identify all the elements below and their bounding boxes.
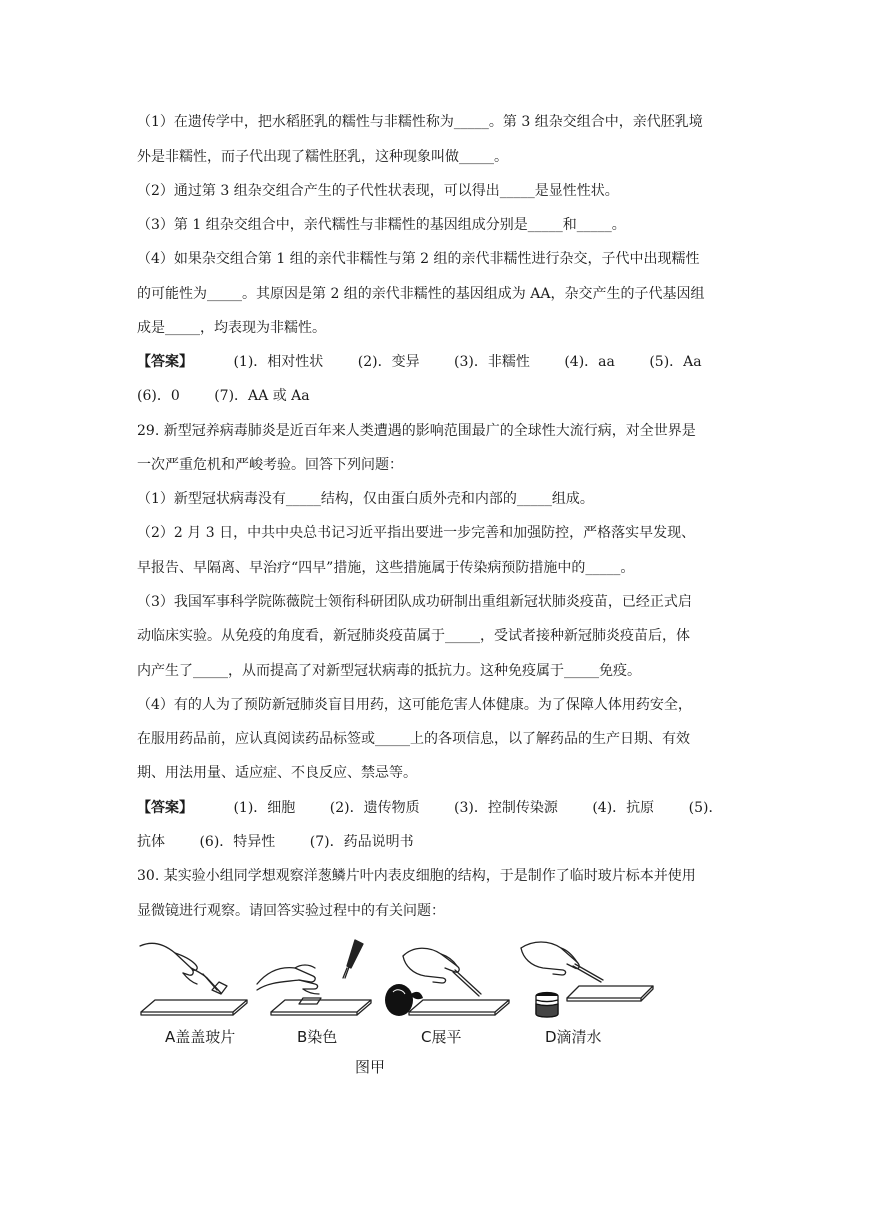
q29-part3-line3: 内产生了_____，从而提高了对新型冠状病毒的抵抗力。这种免疫属于_____免疫。 <box>137 663 641 679</box>
cover-slip-illustration <box>137 938 257 1020</box>
q28-part4-line1: （4）如果杂交组合第 1 组的亲代非糯性与第 2 组的亲代非糯性进行杂交，子代中出现糯性 <box>137 251 700 267</box>
answer-item: 抗体 <box>137 834 165 850</box>
q29-stem-line1: 29. 新型冠养病毒肺炎是近百年来人类遭遇的影响范围最广的全球性大流行病，对全世界是 <box>137 423 696 439</box>
q29-part2-line1: （2）2 月 3 日，中共中央总书记习近平指出要进一步完善和加强防控，严格落实早发现、 <box>137 525 696 541</box>
figure-slide-preparation <box>137 938 657 1078</box>
answer-item: (7)．药品说明书 <box>309 834 414 850</box>
q29-part2-line2: 早报告、早隔离、早治疗“四早”措施，这些措施属于传染病预防措施中的_____。 <box>137 560 635 576</box>
answer-item: (3)．非糯性 <box>454 354 530 370</box>
q30-stem-line2: 显微镜进行观察。请回答实验过程中的有关问题： <box>137 903 445 919</box>
q29-answer-row2 <box>137 832 749 852</box>
q29-part4-line1: （4）有的人为了预防新冠肺炎盲目用药，这可能危害人体健康。为了保障人体用药安全， <box>137 697 692 713</box>
q28-part4-line2: 的可能性为_____。其原因是第 2 组的亲代非糯性的基因组成为 AA，杂交产生的子代基因组 <box>137 286 705 302</box>
answer-item: (1)．相对性状 <box>233 354 324 370</box>
answer-label: 【答案】 <box>137 800 193 816</box>
q29-stem-line2: 一次严重危机和严峻考验。回答下列问题： <box>137 457 403 473</box>
answer-item: (4)．抗原 <box>592 800 655 816</box>
q30-stem-line1: 30. 某实验小组同学想观察洋葱鳞片叶内表皮细胞的结构，于是制作了临时玻片标本并使用 <box>137 868 696 884</box>
q29-part1: （1）新型冠状病毒没有_____结构，仅由蛋白质外壳和内部的_____组成。 <box>137 491 594 507</box>
q29-part3-line2: 动临床实验。从免疫的角度看，新冠肺炎疫苗属于_____，受试者接种新冠肺炎疫苗后，体 <box>137 628 690 644</box>
answer-item: (4)．aa <box>564 354 615 370</box>
answer-item: (5)．Aa <box>649 354 702 370</box>
q28-answer-row1 <box>137 352 749 372</box>
answer-item: (3)．控制传染源 <box>454 800 558 816</box>
q29-part3-line1: （3）我国军事科学院陈薇院士领衔科研团队成功研制出重组新冠状肺炎疫苗，已经正式启 <box>137 594 692 610</box>
q28-part2: （2）通过第 3 组杂交组合产生的子代性状表现，可以得出_____是显性性状。 <box>137 183 619 199</box>
figure-label-a: A盖盖玻片 <box>165 1028 236 1046</box>
spreading-illustration <box>383 938 513 1020</box>
q29-part4-line3: 期、用法用量、适应症、不良反应、禁忌等。 <box>137 765 417 781</box>
q29-part4-line2: 在服用药品前，应认真阅读药品标签或_____上的各项信息，以了解药品的生产日期、有效 <box>137 731 690 747</box>
q29-answer-row1 <box>137 798 749 818</box>
answer-label: 【答案】 <box>137 354 193 370</box>
answer-item: (6)．0 <box>137 388 180 404</box>
answer-item: (5)． <box>688 800 723 816</box>
q28-answer-row2 <box>137 386 749 406</box>
answer-item: (7)．AA 或 Aa <box>214 388 310 404</box>
q28-part4-line3: 成是_____，均表现为非糯性。 <box>137 320 326 336</box>
answer-item: (2)．遗传物质 <box>329 800 420 816</box>
dropping-water-illustration <box>515 938 657 1020</box>
answer-item: (2)．变异 <box>357 354 420 370</box>
q28-part1-line2: 外是非糯性，而子代出现了糯性胚乳，这种现象叫做_____。 <box>137 149 508 165</box>
answer-item: (6)．特异性 <box>199 834 276 850</box>
figure-label-d: D滴清水 <box>545 1028 602 1046</box>
staining-illustration <box>255 938 375 1020</box>
q28-part3: （3）第 1 组杂交组合中，亲代糯性与非糯性的基因组成分别是_____和_____。 <box>137 217 626 233</box>
answer-item: (1)．细胞 <box>233 800 296 816</box>
figure-label-c: C展平 <box>421 1028 462 1046</box>
figure-caption: 图甲 <box>355 1058 386 1076</box>
q28-part1-line1: （1）在遗传学中，把水稻胚乳的糯性与非糯性称为_____。第 3 组杂交组合中，亲代胚乳境 <box>137 114 703 130</box>
figure-label-b: B染色 <box>297 1028 338 1046</box>
